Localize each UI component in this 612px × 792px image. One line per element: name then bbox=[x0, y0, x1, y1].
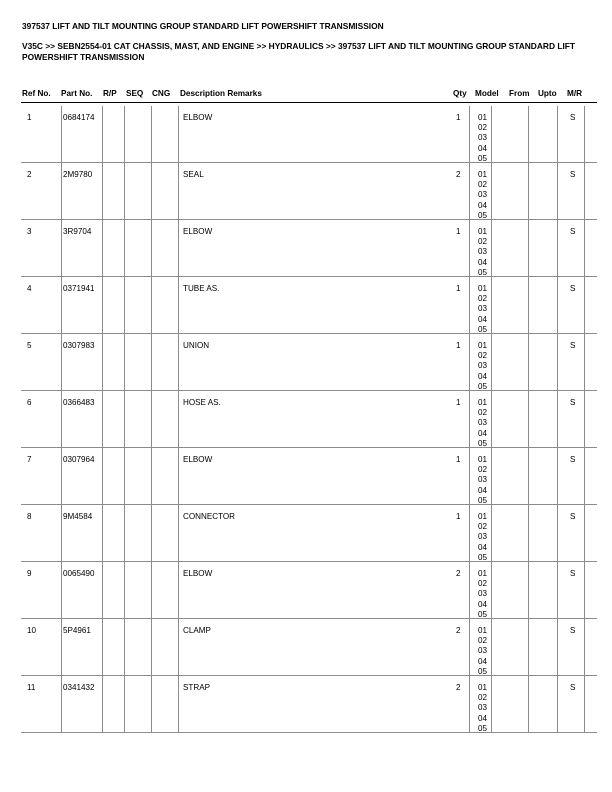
model-list bbox=[478, 113, 487, 164]
model-code: 04 bbox=[478, 200, 488, 210]
header-qty: Qty bbox=[453, 89, 467, 98]
header-model: Model bbox=[475, 89, 499, 98]
table-row bbox=[21, 505, 597, 562]
header-upto: Upto bbox=[538, 89, 557, 98]
column-divider bbox=[178, 676, 179, 732]
ref-no-cell: 3 bbox=[27, 227, 32, 236]
ref-no-cell: 5 bbox=[27, 341, 32, 350]
model-code: 01 bbox=[478, 683, 488, 692]
column-divider bbox=[178, 562, 179, 618]
column-divider bbox=[528, 619, 529, 675]
qty-cell: 1 bbox=[456, 284, 461, 293]
part-no-cell: 2M9780 bbox=[63, 170, 93, 179]
model-code: 03 bbox=[478, 475, 488, 485]
column-divider bbox=[61, 676, 62, 732]
model-code: 05 bbox=[478, 324, 488, 334]
column-divider bbox=[178, 163, 179, 219]
column-divider bbox=[491, 562, 492, 618]
column-divider bbox=[528, 334, 529, 390]
model-code: 05 bbox=[478, 153, 488, 163]
column-divider bbox=[469, 619, 470, 675]
column-divider bbox=[178, 505, 179, 561]
column-divider bbox=[151, 505, 152, 561]
model-code: 04 bbox=[478, 257, 488, 267]
model-code: 02 bbox=[478, 636, 488, 646]
column-divider bbox=[491, 220, 492, 276]
model-code: 04 bbox=[478, 485, 488, 495]
column-divider bbox=[102, 163, 103, 219]
mr-cell: S bbox=[570, 170, 576, 179]
column-divider bbox=[151, 391, 152, 447]
qty-cell: 2 bbox=[456, 683, 461, 692]
model-code: 02 bbox=[478, 522, 488, 532]
description-cell: UNION bbox=[183, 341, 210, 350]
column-divider bbox=[584, 163, 585, 219]
column-divider bbox=[469, 505, 470, 561]
column-divider bbox=[469, 220, 470, 276]
column-divider bbox=[491, 334, 492, 390]
qty-cell: 1 bbox=[456, 113, 461, 122]
column-divider bbox=[557, 106, 558, 162]
column-divider bbox=[151, 277, 152, 333]
model-code: 05 bbox=[478, 381, 488, 391]
column-divider bbox=[102, 619, 103, 675]
model-code: 01 bbox=[478, 626, 488, 635]
model-code: 03 bbox=[478, 247, 488, 257]
model-code: 01 bbox=[478, 398, 488, 407]
model-code: 03 bbox=[478, 304, 488, 314]
model-list bbox=[478, 227, 487, 278]
description-cell: SEAL bbox=[183, 170, 204, 179]
header-divider bbox=[21, 102, 597, 103]
model-code: 01 bbox=[478, 284, 488, 293]
column-divider bbox=[102, 448, 103, 504]
model-code: 02 bbox=[478, 180, 488, 190]
mr-cell: S bbox=[570, 455, 576, 464]
part-no-cell: 0307964 bbox=[63, 455, 95, 464]
part-no-cell: 0371941 bbox=[63, 284, 95, 293]
model-code: 05 bbox=[478, 210, 488, 220]
column-divider bbox=[124, 220, 125, 276]
column-divider bbox=[491, 391, 492, 447]
mr-cell: S bbox=[570, 683, 576, 692]
column-divider bbox=[557, 391, 558, 447]
column-divider bbox=[151, 676, 152, 732]
header-ref-no: Ref No. bbox=[22, 89, 51, 98]
description-cell: TUBE AS. bbox=[183, 284, 220, 293]
model-code: 01 bbox=[478, 569, 488, 578]
model-code: 05 bbox=[478, 609, 488, 619]
column-divider bbox=[491, 505, 492, 561]
column-divider bbox=[178, 391, 179, 447]
model-code: 02 bbox=[478, 465, 488, 475]
model-code: 04 bbox=[478, 713, 488, 723]
ref-no-cell: 1 bbox=[27, 113, 32, 122]
column-divider bbox=[528, 277, 529, 333]
header-rp: R/P bbox=[103, 89, 117, 98]
column-divider bbox=[584, 106, 585, 162]
mr-cell: S bbox=[570, 626, 576, 635]
part-no-cell: 0307983 bbox=[63, 341, 95, 350]
column-divider bbox=[528, 505, 529, 561]
column-divider bbox=[61, 334, 62, 390]
column-divider bbox=[557, 562, 558, 618]
model-code: 01 bbox=[478, 113, 488, 122]
model-code: 02 bbox=[478, 579, 488, 589]
mr-cell: S bbox=[570, 398, 576, 407]
model-code: 04 bbox=[478, 143, 488, 153]
model-code: 02 bbox=[478, 351, 488, 361]
header-description: Description Remarks bbox=[180, 89, 262, 98]
model-list bbox=[478, 626, 487, 677]
column-divider bbox=[528, 448, 529, 504]
column-divider bbox=[469, 391, 470, 447]
column-divider bbox=[61, 562, 62, 618]
model-code: 04 bbox=[478, 371, 488, 381]
column-divider bbox=[151, 562, 152, 618]
column-divider bbox=[102, 676, 103, 732]
column-divider bbox=[584, 619, 585, 675]
column-divider bbox=[151, 220, 152, 276]
column-divider bbox=[491, 448, 492, 504]
column-divider bbox=[61, 220, 62, 276]
column-divider bbox=[124, 106, 125, 162]
model-code: 03 bbox=[478, 418, 488, 428]
column-divider bbox=[178, 220, 179, 276]
model-code: 03 bbox=[478, 589, 488, 599]
qty-cell: 2 bbox=[456, 170, 461, 179]
ref-no-cell: 4 bbox=[27, 284, 32, 293]
ref-no-cell: 9 bbox=[27, 569, 32, 578]
column-divider bbox=[528, 562, 529, 618]
header-seq: SEQ bbox=[126, 89, 144, 98]
model-list bbox=[478, 683, 487, 734]
column-divider bbox=[557, 220, 558, 276]
column-divider bbox=[528, 106, 529, 162]
table-row bbox=[21, 334, 597, 391]
description-cell: ELBOW bbox=[183, 455, 213, 464]
model-code: 02 bbox=[478, 294, 488, 304]
column-divider bbox=[61, 277, 62, 333]
table-row bbox=[21, 448, 597, 505]
ref-no-cell: 2 bbox=[27, 170, 32, 179]
model-code: 03 bbox=[478, 361, 488, 371]
part-no-cell: 0341432 bbox=[63, 683, 95, 692]
model-code: 01 bbox=[478, 170, 488, 179]
column-divider bbox=[124, 562, 125, 618]
model-code: 03 bbox=[478, 532, 488, 542]
column-divider bbox=[102, 106, 103, 162]
column-divider bbox=[557, 448, 558, 504]
column-divider bbox=[124, 163, 125, 219]
table-row bbox=[21, 163, 597, 220]
model-code: 03 bbox=[478, 646, 488, 656]
column-divider bbox=[557, 334, 558, 390]
column-divider bbox=[469, 277, 470, 333]
column-divider bbox=[584, 448, 585, 504]
table-row bbox=[21, 676, 597, 733]
description-cell: CLAMP bbox=[183, 626, 211, 635]
model-list bbox=[478, 284, 487, 335]
mr-cell: S bbox=[570, 569, 576, 578]
page-title: 397537 LIFT AND TILT MOUNTING GROUP STANDARD LIFT POWERSHIFT TRANSMISSION bbox=[22, 21, 384, 31]
header-cng: CNG bbox=[152, 89, 171, 98]
breadcrumb: V35C >> SEBN2554-01 CAT CHASSIS, MAST, AND ENGINE >> HYDRAULICS >> 397537 LIFT AND TILT MOUNTING GROUP STANDARD LIFT POWERSHIFT TRANSMISSION bbox=[22, 41, 575, 62]
model-code: 05 bbox=[478, 495, 488, 505]
column-divider bbox=[102, 505, 103, 561]
model-code: 05 bbox=[478, 552, 488, 562]
column-divider bbox=[61, 619, 62, 675]
column-divider bbox=[491, 106, 492, 162]
column-divider bbox=[469, 334, 470, 390]
qty-cell: 1 bbox=[456, 341, 461, 350]
table-row bbox=[21, 220, 597, 277]
column-divider bbox=[151, 448, 152, 504]
model-code: 04 bbox=[478, 542, 488, 552]
mr-cell: S bbox=[570, 341, 576, 350]
description-cell: STRAP bbox=[183, 683, 210, 692]
header-part-no: Part No. bbox=[61, 89, 93, 98]
qty-cell: 1 bbox=[456, 398, 461, 407]
table-row bbox=[21, 391, 597, 448]
column-divider bbox=[124, 619, 125, 675]
column-divider bbox=[124, 676, 125, 732]
column-divider bbox=[557, 163, 558, 219]
mr-cell: S bbox=[570, 284, 576, 293]
column-divider bbox=[124, 334, 125, 390]
column-divider bbox=[178, 277, 179, 333]
part-no-cell: 9M4584 bbox=[63, 512, 93, 521]
column-divider bbox=[491, 676, 492, 732]
column-divider bbox=[557, 277, 558, 333]
column-divider bbox=[584, 505, 585, 561]
ref-no-cell: 11 bbox=[27, 683, 36, 692]
description-cell: HOSE AS. bbox=[183, 398, 221, 407]
column-divider bbox=[491, 619, 492, 675]
ref-no-cell: 6 bbox=[27, 398, 32, 407]
model-code: 04 bbox=[478, 428, 488, 438]
column-divider bbox=[102, 334, 103, 390]
model-code: 03 bbox=[478, 190, 488, 200]
model-code: 05 bbox=[478, 438, 488, 448]
model-code: 03 bbox=[478, 133, 488, 143]
column-divider bbox=[124, 277, 125, 333]
qty-cell: 1 bbox=[456, 227, 461, 236]
qty-cell: 2 bbox=[456, 626, 461, 635]
ref-no-cell: 8 bbox=[27, 512, 32, 521]
column-divider bbox=[469, 106, 470, 162]
model-list bbox=[478, 455, 487, 506]
column-divider bbox=[528, 676, 529, 732]
column-divider bbox=[61, 505, 62, 561]
part-no-cell: 0366483 bbox=[63, 398, 95, 407]
part-no-cell: 0684174 bbox=[63, 113, 95, 122]
column-divider bbox=[584, 220, 585, 276]
column-divider bbox=[124, 391, 125, 447]
model-code: 01 bbox=[478, 455, 488, 464]
description-cell: CONNECTOR bbox=[183, 512, 236, 521]
column-divider bbox=[469, 163, 470, 219]
model-code: 01 bbox=[478, 512, 488, 521]
table-row bbox=[21, 277, 597, 334]
column-divider bbox=[584, 676, 585, 732]
column-divider bbox=[61, 163, 62, 219]
model-code: 01 bbox=[478, 227, 488, 236]
table-row bbox=[21, 619, 597, 676]
column-divider bbox=[151, 106, 152, 162]
description-cell: ELBOW bbox=[183, 227, 213, 236]
model-code: 05 bbox=[478, 666, 488, 676]
column-divider bbox=[469, 676, 470, 732]
header-mr: M/R bbox=[567, 89, 583, 98]
part-no-cell: 5P4961 bbox=[63, 626, 91, 635]
column-divider bbox=[528, 163, 529, 219]
column-divider bbox=[584, 277, 585, 333]
column-divider bbox=[102, 562, 103, 618]
model-code: 02 bbox=[478, 408, 488, 418]
column-divider bbox=[557, 676, 558, 732]
model-list bbox=[478, 341, 487, 392]
column-divider bbox=[102, 220, 103, 276]
model-code: 04 bbox=[478, 314, 488, 324]
column-divider bbox=[469, 448, 470, 504]
column-divider bbox=[178, 448, 179, 504]
model-list bbox=[478, 398, 487, 449]
column-divider bbox=[528, 391, 529, 447]
model-code: 02 bbox=[478, 693, 488, 703]
mr-cell: S bbox=[570, 227, 576, 236]
part-no-cell: 3R9704 bbox=[63, 227, 92, 236]
model-code: 05 bbox=[478, 267, 488, 277]
column-divider bbox=[557, 619, 558, 675]
column-divider bbox=[178, 334, 179, 390]
column-divider bbox=[178, 619, 179, 675]
column-divider bbox=[528, 220, 529, 276]
qty-cell: 1 bbox=[456, 512, 461, 521]
column-divider bbox=[102, 391, 103, 447]
model-code: 02 bbox=[478, 237, 488, 247]
model-code: 05 bbox=[478, 723, 488, 733]
column-divider bbox=[151, 163, 152, 219]
qty-cell: 1 bbox=[456, 455, 461, 464]
header-from: From bbox=[509, 89, 530, 98]
model-list bbox=[478, 170, 487, 221]
table-row bbox=[21, 562, 597, 619]
column-divider bbox=[584, 334, 585, 390]
column-divider bbox=[178, 106, 179, 162]
ref-no-cell: 7 bbox=[27, 455, 32, 464]
description-cell: ELBOW bbox=[183, 113, 213, 122]
column-divider bbox=[151, 619, 152, 675]
model-list bbox=[478, 512, 487, 563]
model-code: 04 bbox=[478, 656, 488, 666]
column-divider bbox=[491, 163, 492, 219]
qty-cell: 2 bbox=[456, 569, 461, 578]
column-divider bbox=[584, 562, 585, 618]
mr-cell: S bbox=[570, 512, 576, 521]
column-divider bbox=[124, 448, 125, 504]
column-divider bbox=[61, 106, 62, 162]
column-divider bbox=[491, 277, 492, 333]
column-divider bbox=[61, 391, 62, 447]
column-divider bbox=[469, 562, 470, 618]
model-list bbox=[478, 569, 487, 620]
table-row bbox=[21, 106, 597, 163]
model-code: 03 bbox=[478, 703, 488, 713]
column-divider bbox=[557, 505, 558, 561]
column-divider bbox=[61, 448, 62, 504]
part-no-cell: 0065490 bbox=[63, 569, 95, 578]
ref-no-cell: 10 bbox=[27, 626, 37, 635]
mr-cell: S bbox=[570, 113, 576, 122]
description-cell: ELBOW bbox=[183, 569, 213, 578]
model-code: 04 bbox=[478, 599, 488, 609]
model-code: 02 bbox=[478, 123, 488, 133]
column-divider bbox=[124, 505, 125, 561]
column-divider bbox=[102, 277, 103, 333]
column-divider bbox=[584, 391, 585, 447]
model-code: 01 bbox=[478, 341, 488, 350]
column-divider bbox=[151, 334, 152, 390]
